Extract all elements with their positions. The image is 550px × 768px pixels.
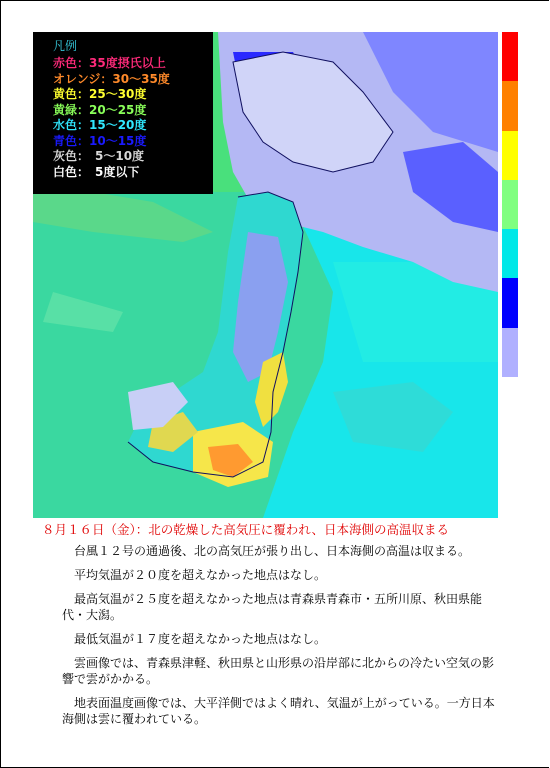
color-bar-segment bbox=[502, 278, 518, 327]
color-bar-segment bbox=[502, 229, 518, 278]
headline: ８月１６日（金）：北の乾燥した高気圧に覆われ、日本海側の高温収まる bbox=[42, 522, 450, 537]
color-bar-segment bbox=[502, 32, 518, 81]
body-paragraph: 台風１２号の通過後、北の高気圧が張り出し、日本海側の高温は収まる。 bbox=[74, 544, 471, 558]
legend-item: 灰色： 5〜10度 bbox=[53, 149, 145, 163]
legend-item: 黄色：25〜30度 bbox=[53, 87, 147, 101]
legend-item: 赤色：35度摂氏以上 bbox=[53, 56, 166, 70]
color-bar-segment bbox=[502, 131, 518, 180]
legend-item: 黄緑：20〜25度 bbox=[53, 102, 147, 117]
color-bar-segment bbox=[502, 328, 518, 377]
legend-item: 青色：10〜15度 bbox=[53, 133, 147, 148]
legend-item: オレンジ：30〜35度 bbox=[53, 71, 170, 86]
legend-item: 白色： 5度以下 bbox=[53, 164, 140, 179]
body-paragraph: 地表面温度画像では、大平洋側ではよく晴れ、気温が上がっている。一方日本海側は雲に覆われている。 bbox=[62, 696, 495, 726]
body-paragraph: 最低気温が１７度を超えなかった地点はなし。 bbox=[74, 632, 327, 646]
legend-items bbox=[53, 56, 213, 180]
body-text bbox=[62, 543, 498, 735]
legend-title: 凡例 bbox=[53, 39, 78, 53]
color-bar bbox=[502, 32, 518, 377]
body-paragraph: 平均気温が２０度を超えなかった地点はなし。 bbox=[74, 568, 327, 582]
body-paragraph: 最高気温が２５度を超えなかった地点は青森県青森市・五所川原、秋田県能代・大潟。 bbox=[62, 592, 483, 622]
legend-item: 水色：15〜20度 bbox=[53, 118, 147, 132]
color-bar-segment bbox=[502, 81, 518, 130]
body-paragraph: 雲画像では、青森県津軽、秋田県と山形県の沿岸部に北からの冷たい空気の影響で雲がかかる。 bbox=[62, 656, 495, 686]
color-bar-segment bbox=[502, 180, 518, 229]
legend bbox=[33, 32, 213, 194]
